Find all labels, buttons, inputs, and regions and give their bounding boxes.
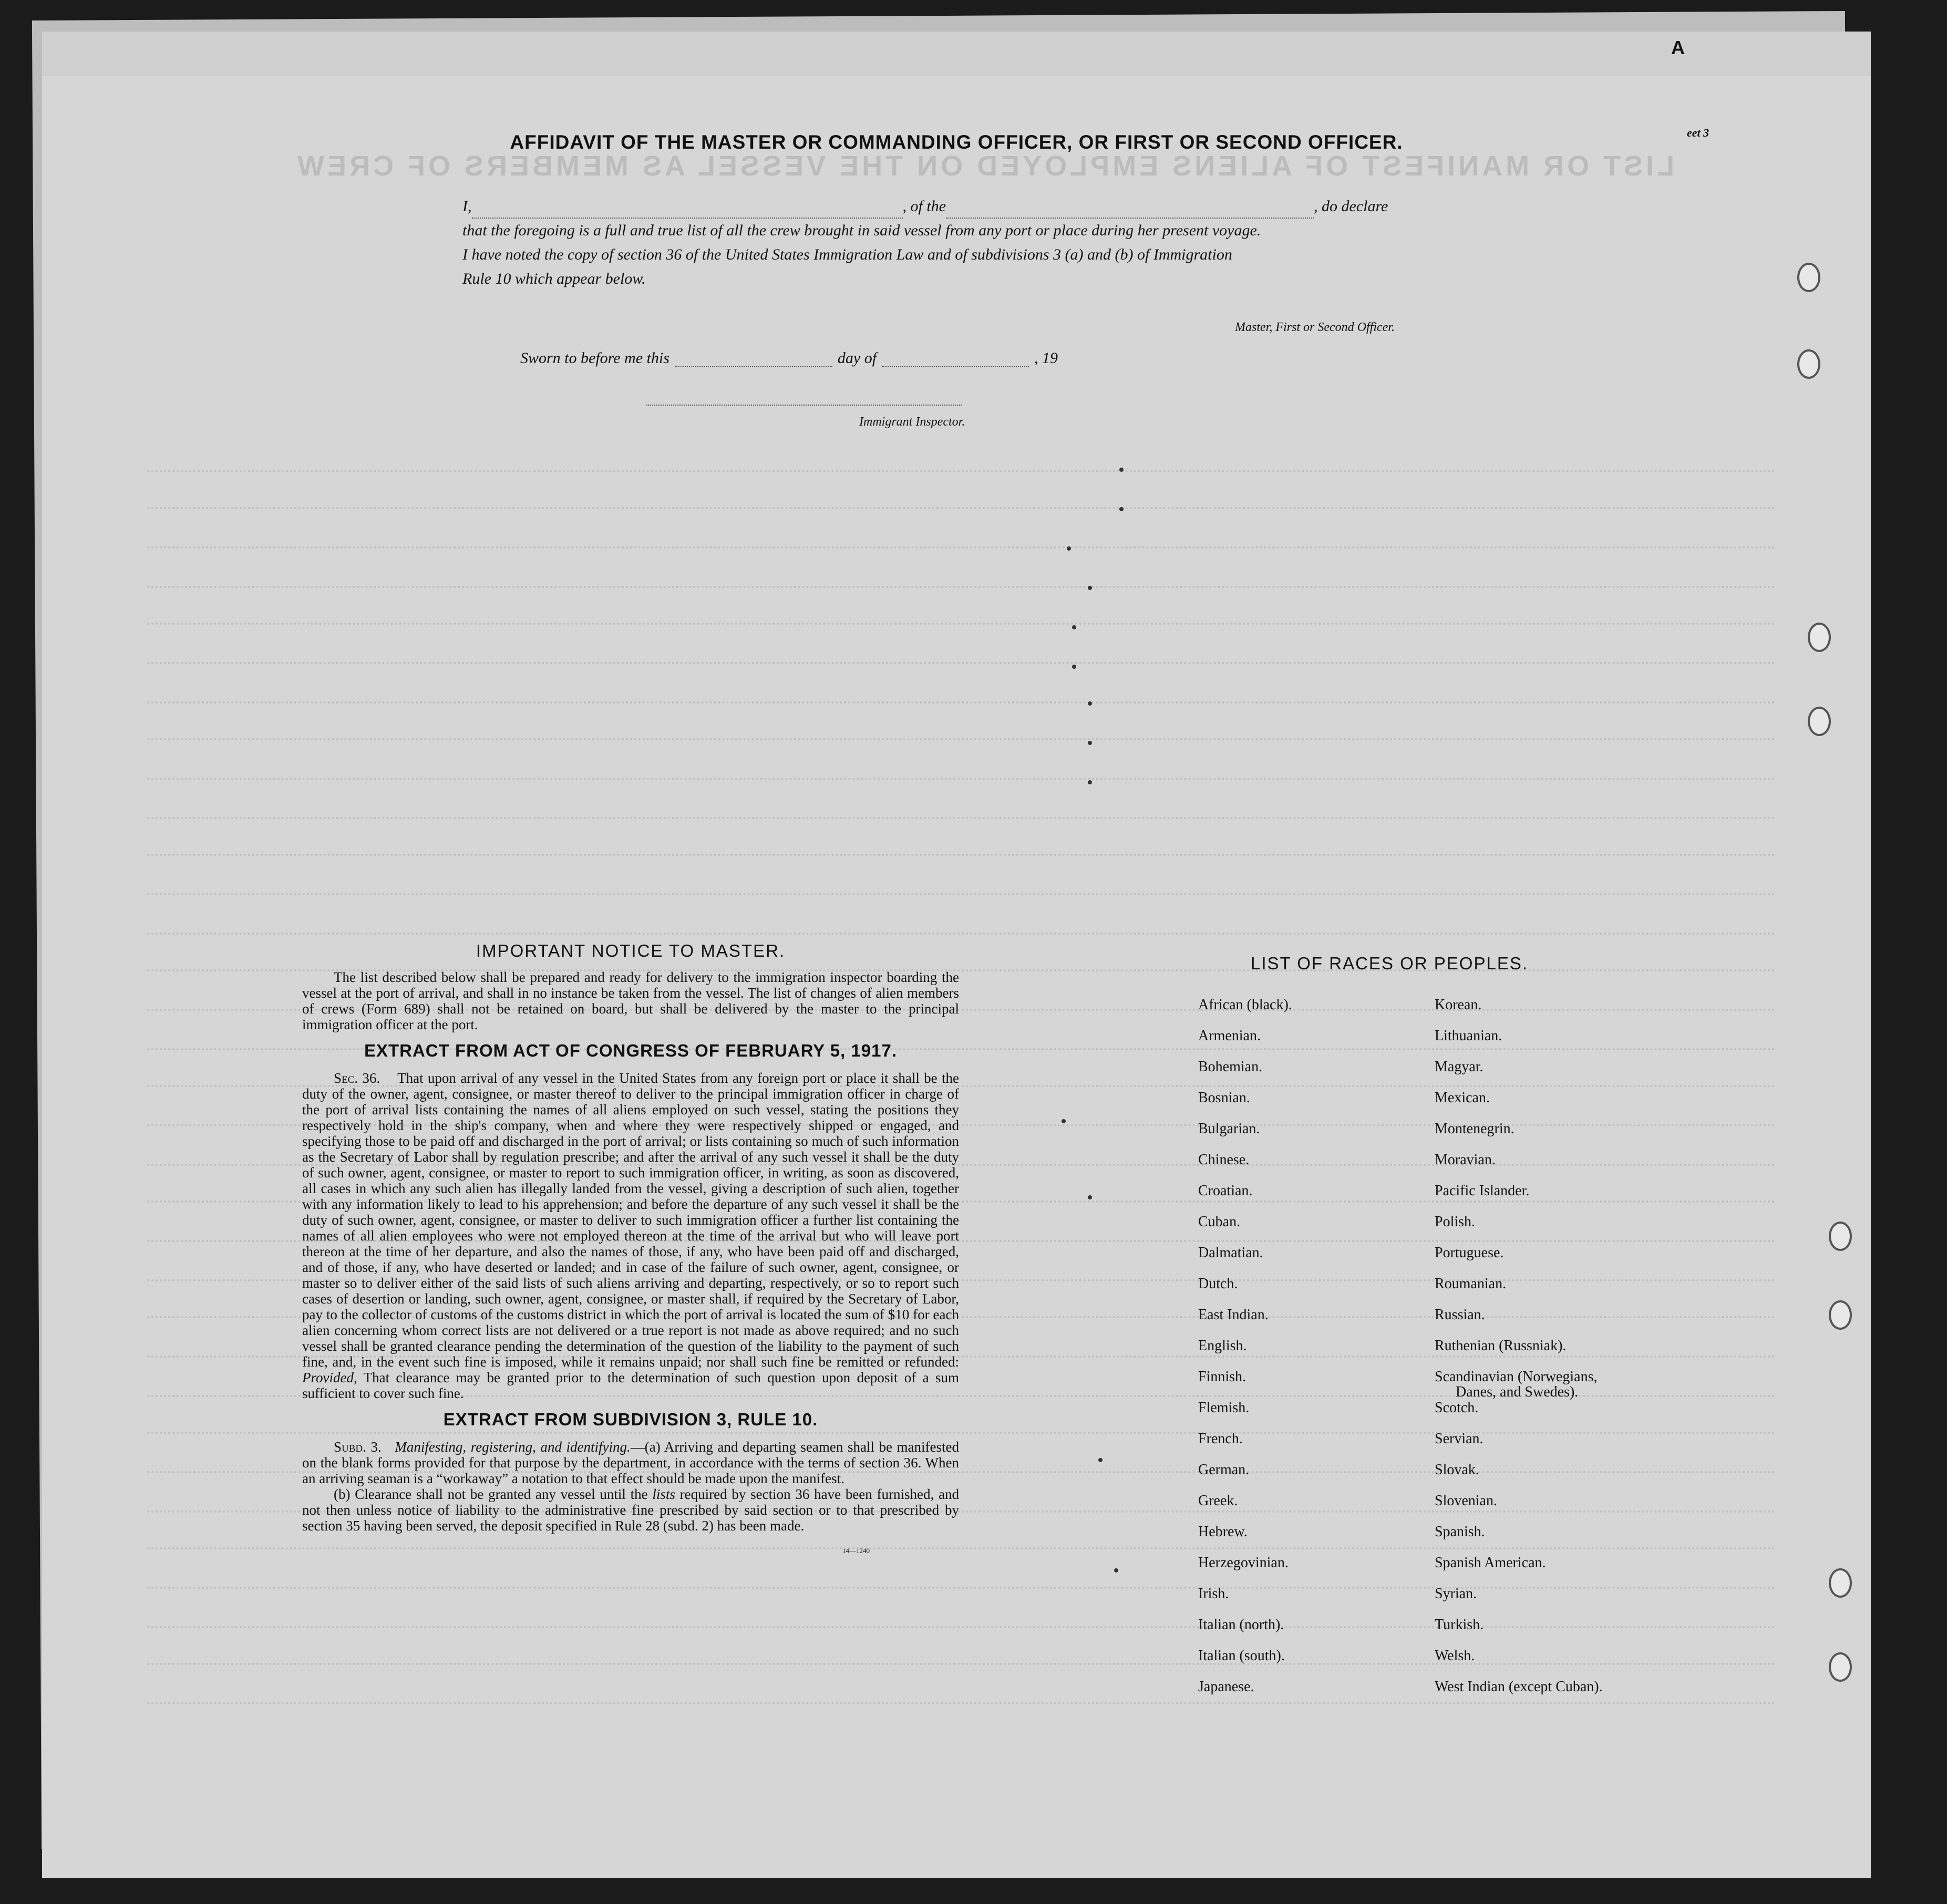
provided-word: Provided,	[302, 1370, 357, 1385]
race-item: Turkish.	[1435, 1617, 1484, 1633]
sworn-line	[520, 349, 1058, 367]
ink-dot	[1088, 780, 1092, 784]
punch-hole	[1808, 623, 1831, 652]
para-b-lists: lists	[652, 1486, 675, 1502]
punch-hole	[1829, 1568, 1852, 1598]
declare-line	[462, 194, 1498, 219]
race-item: Croatian.	[1198, 1183, 1253, 1199]
day-of-text: day of	[837, 349, 877, 367]
ink-dot	[1088, 741, 1092, 745]
bleed-row	[147, 502, 1776, 509]
year-text: , 19	[1034, 349, 1058, 367]
notice-title: IMPORTANT NOTICE TO MASTER.	[476, 941, 786, 960]
affidavit-line-3: I have noted the copy of section 36 of the United States Immigration Law and of subdivisions 3 (a) and (b) of Immigration	[462, 246, 1232, 263]
race-item: Syrian.	[1435, 1586, 1477, 1602]
ink-dot	[1119, 507, 1124, 511]
race-item: Herzegovinian.	[1198, 1555, 1289, 1571]
ink-dot	[1098, 1458, 1103, 1462]
races-title: LIST OF RACES OR PEOPLES.	[1251, 954, 1529, 973]
race-item: Magyar.	[1435, 1059, 1484, 1075]
bleed-row	[147, 848, 1776, 856]
notice-body: The list described below shall be prepared and ready for delivery to the immigration inspector boarding the vessel at the port of arrival, and shall in no instance be taken from the vessel. The list of changes of alien members of crews (Form 689) shall not be retained on board, but shall be delivered by the master to the principal immigration officer at the port.	[302, 969, 959, 1032]
section-36-text: That upon arrival of any vessel in the United States from any foreign port or place it shall be the duty of the owner, agent, consignee, or master thereof to deliver to the principal immigration officer in charge of the port of arrival lists containing the names of all aliens employed on such vessel, stating the positions they respectively hold in the ship's company, when and where they were respectively shipped or engaged, and specifying those to be paid off and discharged in the port of arrival; or lists containing so much of such information as the Secretary of Labor shall by regulation prescribe; and after the arrival of any such vessel it shall be the duty of such owner, agent, consignee, or master to report to such immigration officer, in writing, as soon as discovered, all cases in which any such alien has illegally landed from the vessel, giving a description of such alien, together with any information likely to lead to his apprehension; and before the departure of any such vessel it shall be the duty of such owner, agent, consignee, or master to deliver to such immigration officer a further list containing the names of all alien employees who were not employed thereon at the time of the arrival but who will leave port thereon at the time of her departure, and also the names of those, if any, who have been paid off and discharged, and of those, if any, who have deserted or landed; and in case of the failure of such owner, agent, consignee, or master so to deliver either of the said lists of such aliens arriving and departing, respectively, or so to report such cases of desertion or landing, such owner, agent, consignee, or master shall, if required by the Secretary of Labor, pay to the collector of customs of the customs district in which the port of arrival is located the sum of $10 for each alien concerning whom correct lists are not delivered or a true report is not made as above required; and no such vessel shall be granted clearance pending the determination of the question of the liability to the payment of such fine, and, in the event such fine is imposed, while it remains unpaid; nor shall such fine be remitted or refunded:	[302, 1070, 960, 1370]
rule-extract-title: EXTRACT FROM SUBDIVISION 3, RULE 10.	[443, 1410, 818, 1429]
punch-hole	[1829, 1652, 1852, 1682]
subd-heading: Manifesting, registering, and identifying.	[395, 1439, 631, 1455]
sworn-day-field[interactable]	[675, 351, 832, 367]
inspector-signature-field[interactable]	[646, 405, 962, 406]
race-item: Slovak.	[1435, 1462, 1479, 1478]
sworn-month-field[interactable]	[882, 351, 1029, 367]
act-extract-body	[302, 1070, 959, 1401]
race-item: French.	[1198, 1431, 1243, 1447]
act-extract-title: EXTRACT FROM ACT OF CONGRESS OF FEBRUARY 5, 1917.	[364, 1041, 898, 1060]
race-item: Armenian.	[1198, 1028, 1261, 1044]
manifest-sheet	[42, 76, 1871, 1878]
of-the-text: , of the	[902, 198, 946, 215]
race-item: Bulgarian.	[1198, 1121, 1260, 1137]
race-item: Spanish.	[1435, 1524, 1485, 1540]
bleed-row	[147, 696, 1776, 703]
race-item: Japanese.	[1198, 1679, 1254, 1695]
race-item: Roumanian.	[1435, 1276, 1507, 1292]
bleed-row	[147, 812, 1776, 819]
bleed-row	[147, 733, 1776, 740]
declarant-name-field[interactable]	[472, 203, 903, 219]
race-item-continuation: Danes, and Swedes).	[1456, 1384, 1579, 1400]
para-b-end: required by section 36 have been furnished, and not then unless notice of liability to the administrative fine prescribed by said section or to that prescribed by section 35 having been served, the deposit specified in Rule 28 (subd. 2) has been made.	[302, 1486, 960, 1534]
race-item: Moravian.	[1435, 1152, 1496, 1168]
race-item: West Indian (except Cuban).	[1435, 1679, 1603, 1695]
bleed-through-heading: LIST OR MANIFEST OF ALIENS EMPLOYED ON THE VESSEL AS MEMBERS OF CREW	[294, 150, 1675, 182]
sworn-text: Sworn to before me this	[520, 349, 669, 367]
race-item: Scotch.	[1435, 1400, 1479, 1416]
race-item: Greek.	[1198, 1493, 1238, 1509]
race-item: African (black).	[1198, 997, 1292, 1013]
race-item	[1435, 1369, 1802, 1400]
race-item: Flemish.	[1198, 1400, 1250, 1416]
section-label: Sec. 36.	[334, 1070, 380, 1086]
ink-dot	[1119, 468, 1124, 472]
ink-dot	[1072, 665, 1076, 669]
race-item: Montenegrin.	[1435, 1121, 1515, 1137]
punch-hole	[1797, 349, 1820, 379]
bleed-row	[147, 657, 1776, 664]
race-item: Welsh.	[1435, 1648, 1475, 1664]
affidavit-line-2: that the foregoing is a full and true list of all the crew brought in said vessel from any port or place during her present voyage.	[462, 222, 1261, 239]
race-item: Finnish.	[1198, 1369, 1247, 1385]
race-item: Cuban.	[1198, 1214, 1241, 1230]
race-item: Bohemian.	[1198, 1059, 1263, 1075]
ink-dot	[1062, 1119, 1066, 1123]
race-item: English.	[1198, 1338, 1247, 1354]
race-item: Slovenian.	[1435, 1493, 1497, 1509]
punch-hole	[1829, 1300, 1852, 1330]
race-item: Italian (south).	[1198, 1648, 1285, 1664]
races-column-2	[1435, 997, 1802, 1710]
race-item: Spanish American.	[1435, 1555, 1546, 1571]
ink-dot	[1088, 701, 1092, 706]
vessel-name-field[interactable]	[946, 203, 1314, 219]
bleed-row	[147, 581, 1776, 588]
form-number: 14—1240	[842, 1547, 870, 1555]
race-item: Servian.	[1435, 1431, 1484, 1447]
race-item: East Indian.	[1198, 1307, 1269, 1323]
para-a-text: —(a) Arriving and departing seamen shall be manifested on the blank forms provided for that purpose by the department, in accordance with the terms of section 36. When an arriving seaman is a “workaway” a notation to that effect should be made upon the manifest.	[302, 1439, 959, 1486]
race-item: Portuguese.	[1435, 1245, 1504, 1261]
subd-label: Subd. 3.	[334, 1439, 382, 1455]
corner-mark: A	[1671, 37, 1685, 58]
race-item: Polish.	[1435, 1214, 1476, 1230]
affidavit-text	[462, 194, 1498, 291]
race-item: Ruthenian (Russniak).	[1435, 1338, 1567, 1354]
master-signature-caption: Master, First or Second Officer.	[1235, 320, 1395, 334]
ink-dot	[1114, 1568, 1118, 1572]
bleed-row	[147, 772, 1776, 780]
sheet-label: eet 3	[1687, 126, 1709, 139]
affidavit-line-4: Rule 10 which appear below.	[462, 270, 646, 287]
race-item: Russian.	[1435, 1307, 1485, 1323]
race-item-line: Scandinavian (Norwegians,	[1435, 1369, 1598, 1385]
race-item: Korean.	[1435, 997, 1482, 1013]
punch-hole	[1808, 707, 1831, 736]
para-b-start: (b) Clearance shall not be granted any vessel until the	[334, 1486, 648, 1502]
race-item: Irish.	[1198, 1586, 1229, 1602]
punch-hole	[1797, 263, 1820, 292]
race-item: Mexican.	[1435, 1090, 1490, 1106]
rule-para-b	[302, 1486, 959, 1534]
bleed-row	[147, 888, 1776, 895]
do-declare-text: , do declare	[1314, 198, 1388, 215]
race-item: Italian (north).	[1198, 1617, 1284, 1633]
race-item: Chinese.	[1198, 1152, 1250, 1168]
race-item: Hebrew.	[1198, 1524, 1248, 1540]
punch-hole	[1829, 1222, 1852, 1251]
ink-dot	[1072, 625, 1076, 629]
inspector-caption: Immigrant Inspector.	[859, 415, 965, 429]
ink-dot	[1088, 586, 1092, 590]
rule-para-a	[302, 1439, 959, 1486]
race-item: Pacific Islander.	[1435, 1183, 1530, 1199]
bleed-row	[147, 617, 1776, 625]
race-item: Lithuanian.	[1435, 1028, 1502, 1044]
notice-column	[302, 943, 959, 1559]
bleed-row	[147, 541, 1776, 549]
ink-dot	[1088, 1195, 1092, 1199]
race-item: Dalmatian.	[1198, 1245, 1263, 1261]
bleed-row	[147, 927, 1776, 935]
bleed-row	[147, 465, 1776, 472]
affidavit-title: AFFIDAVIT OF THE MASTER OR COMMANDING OFFICER, OR FIRST OR SECOND OFFICER.	[510, 131, 1403, 153]
race-item: Bosnian.	[1198, 1090, 1250, 1106]
ink-dot	[1067, 546, 1071, 551]
section-36-end: That clearance may be granted prior to the determination of such question upon deposit of a sum sufficient to cover such fine.	[302, 1370, 959, 1401]
declarant-prefix: I,	[462, 198, 472, 215]
race-item: Dutch.	[1198, 1276, 1238, 1292]
race-item: German.	[1198, 1462, 1250, 1478]
